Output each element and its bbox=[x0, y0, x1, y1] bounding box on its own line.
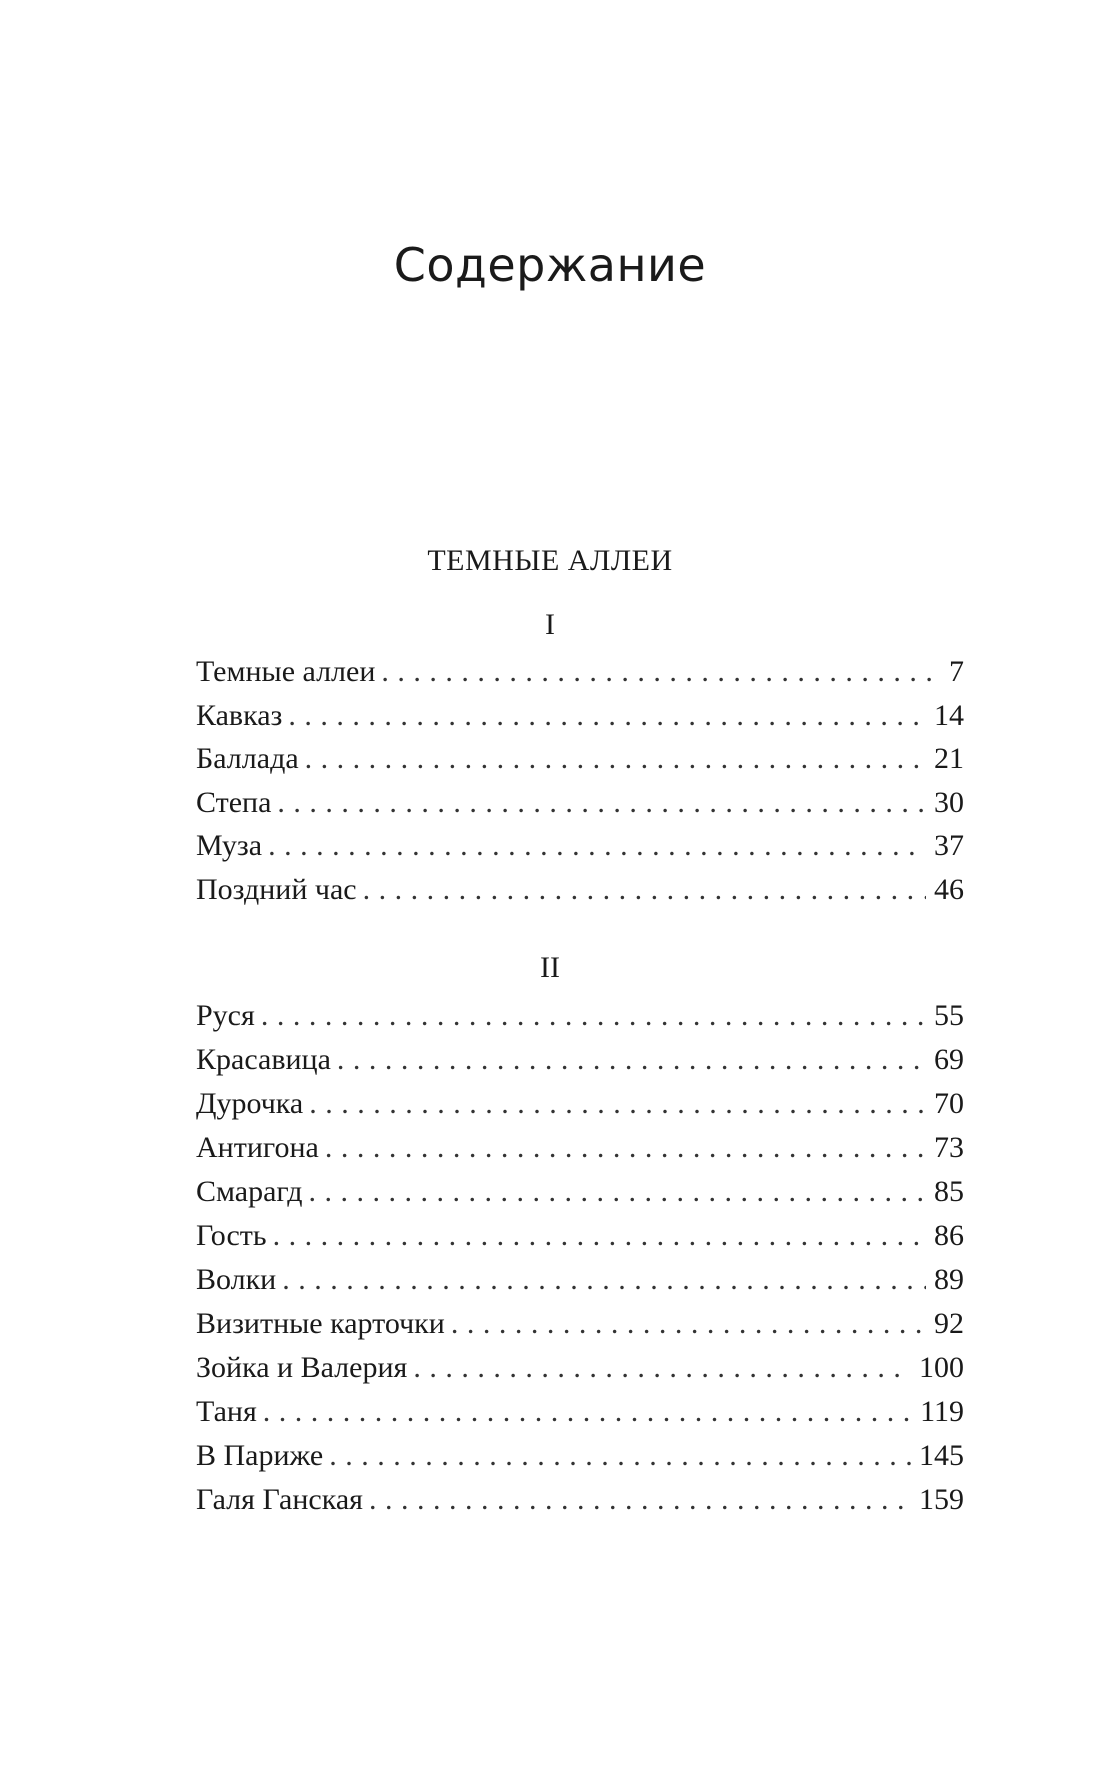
dot-leader bbox=[282, 1258, 926, 1302]
entry-title: Гость bbox=[196, 1219, 267, 1252]
entry-title: Степа bbox=[196, 785, 272, 819]
entry-title: Дурочка bbox=[196, 1087, 304, 1120]
entry-page-number: 119 bbox=[920, 1395, 964, 1428]
entry-title: Смарагд bbox=[196, 1175, 303, 1208]
toc-entry[interactable] bbox=[196, 1170, 964, 1214]
entry-title: Поздний час bbox=[196, 872, 357, 906]
entry-title: Кавказ bbox=[196, 698, 283, 732]
entry-page-number: 30 bbox=[934, 785, 964, 819]
entry-title: Баллада bbox=[196, 742, 299, 776]
entry-title: Таня bbox=[196, 1395, 257, 1428]
entry-page-number: 92 bbox=[934, 1307, 964, 1340]
entry-page-number: 70 bbox=[934, 1087, 964, 1120]
dot-leader bbox=[288, 694, 926, 738]
entry-page-number: 85 bbox=[934, 1175, 964, 1208]
dot-leader bbox=[381, 650, 941, 694]
toc-entry[interactable] bbox=[196, 694, 964, 738]
entry-page-number: 69 bbox=[934, 1043, 964, 1076]
entry-page-number: 7 bbox=[949, 655, 964, 688]
toc-entry[interactable] bbox=[196, 1082, 964, 1126]
entry-title: Визитные карточки bbox=[196, 1307, 445, 1340]
dot-leader bbox=[337, 1038, 926, 1082]
entry-title: Галя Ганская bbox=[196, 1483, 363, 1516]
toc-entry[interactable] bbox=[196, 868, 964, 912]
toc-entry[interactable] bbox=[196, 1478, 964, 1522]
entry-title: Красавица bbox=[196, 1043, 331, 1076]
book-title: ТЕМНЫЕ АЛЛЕИ bbox=[427, 544, 673, 577]
dot-leader bbox=[413, 1346, 911, 1390]
entry-title: Зойка и Валерия bbox=[196, 1351, 408, 1384]
dot-leader bbox=[309, 1170, 927, 1214]
dot-leader bbox=[329, 1434, 911, 1478]
entry-page-number: 37 bbox=[934, 829, 964, 863]
dot-leader bbox=[363, 868, 926, 912]
toc-entry[interactable] bbox=[196, 994, 964, 1038]
toc-entry[interactable] bbox=[196, 1434, 964, 1478]
toc-entry[interactable] bbox=[196, 1038, 964, 1082]
entry-title: Волки bbox=[196, 1263, 277, 1296]
entry-title: Муза bbox=[196, 829, 263, 863]
entry-title: В Париже bbox=[196, 1439, 324, 1472]
toc-entry[interactable] bbox=[196, 824, 964, 868]
dot-leader bbox=[268, 824, 926, 868]
dot-leader bbox=[261, 994, 926, 1038]
entry-page-number: 89 bbox=[934, 1263, 964, 1296]
toc-entry[interactable] bbox=[196, 1126, 964, 1170]
dot-leader bbox=[451, 1302, 926, 1346]
entry-page-number: 21 bbox=[934, 742, 964, 776]
entry-title: Антигона bbox=[196, 1131, 319, 1164]
entry-title: Темные аллеи bbox=[196, 655, 376, 688]
toc-entry[interactable] bbox=[196, 1302, 964, 1346]
dot-leader bbox=[263, 1390, 912, 1434]
dot-leader bbox=[305, 737, 926, 781]
dot-leader bbox=[325, 1126, 926, 1170]
entry-page-number: 55 bbox=[934, 999, 964, 1032]
part-heading: II bbox=[540, 951, 560, 984]
dot-leader bbox=[277, 781, 926, 825]
toc-entry[interactable] bbox=[196, 737, 964, 781]
toc-list bbox=[196, 650, 964, 912]
dot-leader bbox=[309, 1082, 926, 1126]
entry-page-number: 159 bbox=[919, 1483, 964, 1516]
page-title: Содержание bbox=[393, 238, 707, 292]
entry-page-number: 73 bbox=[934, 1131, 964, 1164]
toc-entry[interactable] bbox=[196, 1390, 964, 1434]
toc-entry[interactable] bbox=[196, 650, 964, 694]
entry-page-number: 86 bbox=[934, 1219, 964, 1252]
toc-entry[interactable] bbox=[196, 781, 964, 825]
entry-page-number: 14 bbox=[934, 698, 964, 732]
toc-entry[interactable] bbox=[196, 1214, 964, 1258]
part-heading: I bbox=[545, 608, 555, 641]
toc-list bbox=[196, 994, 964, 1522]
entry-page-number: 46 bbox=[934, 872, 964, 906]
entry-page-number: 145 bbox=[919, 1439, 964, 1472]
toc-entry[interactable] bbox=[196, 1258, 964, 1302]
toc-entry[interactable] bbox=[196, 1346, 964, 1390]
entry-page-number: 100 bbox=[919, 1351, 964, 1384]
dot-leader bbox=[273, 1214, 926, 1258]
entry-title: Руся bbox=[196, 999, 255, 1032]
dot-leader bbox=[369, 1478, 911, 1522]
